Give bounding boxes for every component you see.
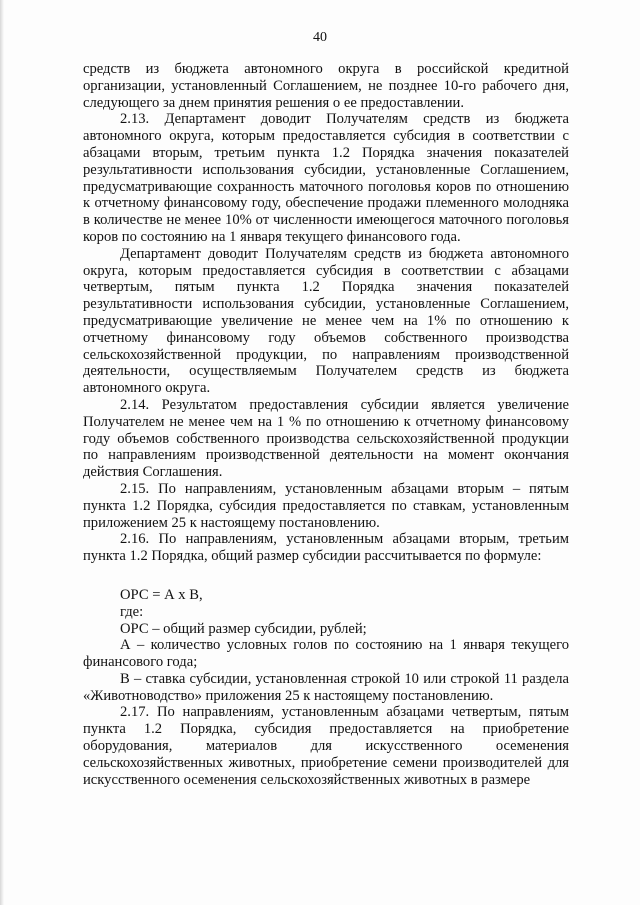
paragraph-2-17: 2.17. По направлениям, установленным абзацами четвертым, пятым пункта 1.2 Порядка, субсидия предоставляется на приобретение оборудования, материалов для искусственного осеменения сельскохозяйственных животных, приобретение семени производителей для искусственного осеменения сельскохозяйственных животных в размере — [83, 704, 569, 788]
formula-definition-a: А – количество условных голов по состоянию на 1 января текущего финансового года; — [83, 637, 569, 671]
formula-definition-ors: ОРС – общий размер субсидии, рублей; — [120, 620, 367, 637]
paragraph-department: Департамент доводит Получателям средств из бюджета автономного округа, которым предоставляется субсидия в соответствии с абзацами четвертым, пятым пункта 1.2 Порядка значения показателей результативности использования субсидии, установленные Соглашением, предусматривающие увеличение не менее чем на 1% по отношению к отчетному финансовому году объемов собственного производства сельскохозяйственной продукции, по направлениям производственной деятельности, осуществляемым Получателем средств из бюджета автономного округа. — [83, 245, 569, 397]
paragraph-2-14: 2.14. Результатом предоставления субсидии является увеличение Получателем не менее чем на 1 % по отношению к отчетному финансовому году объемов собственного производства сельскохозяйственной продукции по направлениям производственной деятельности на момент окончания действия Соглашения. — [83, 396, 569, 481]
scan-edge — [0, 0, 4, 905]
formula-where: где: — [120, 603, 144, 620]
page-number: 40 — [313, 30, 327, 45]
formula-definition-b: В – ставка субсидии, установленная строкой 10 или строкой 11 раздела «Животноводство» приложения 25 к настоящему постановлению. — [83, 670, 569, 704]
formula-block — [83, 587, 569, 705]
document-body — [83, 61, 569, 788]
paragraph-2-16: 2.16. По направлениям, установленным абзацами вторым, третьим пункта 1.2 Порядка, общий размер субсидии рассчитывается по формуле: — [83, 531, 569, 565]
formula-expression: ОРС = А х В, — [120, 586, 203, 603]
paragraph-2-15: 2.15. По направлениям, установленным абзацами вторым – пятым пункта 1.2 Порядка, субсидия предоставляется по ставкам, установленным приложением 25 к настоящему постановлению. — [83, 480, 569, 531]
paragraph-continuation: средств из бюджета автономного округа в российской кредитной организации, установленный Соглашением, не позднее 10-го рабочего дня, следующего за днем принятия решения о ее предоставлении. — [83, 61, 569, 111]
paragraph-2-13: 2.13. Департамент доводит Получателям средств из бюджета автономного округа, которым предоставляется субсидия в соответствии с абзацами вторым, третьим пункта 1.2 Порядка значения показателей результативности использования субсидии, установленные Соглашением, предусматривающие сохранность маточного поголовья коров по отношению к отчетному финансовому году, обеспечение продажи племенного молодняка в количестве не менее 10% от численности имеющегося маточного поголовья коров по состоянию на 1 января текущего финансового года. — [83, 111, 569, 245]
